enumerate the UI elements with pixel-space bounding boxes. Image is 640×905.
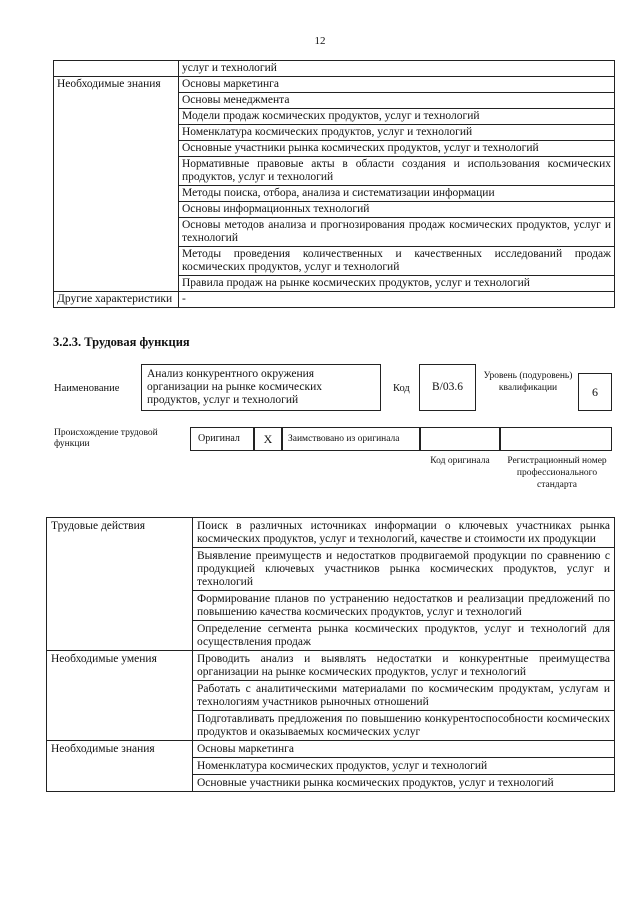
origin-original-mark: X: [254, 427, 282, 451]
table-cell: Номенклатура космических продуктов, услуг и технологий: [193, 758, 615, 775]
origin-code-box: [420, 427, 500, 451]
origin-original-label: Оригинал: [190, 427, 254, 451]
name-label: Наименование: [54, 383, 120, 394]
table-row: [47, 518, 615, 548]
table-cell: Основные участники рынка космических продуктов, услуг и технологий: [179, 141, 615, 157]
row-label-knowledge: Необходимые знания: [54, 77, 179, 292]
table-cell: Поиск в различных источниках информации о ключевых участниках рынка космических продуктов, услуг и технологий, качестве и стоимости их продукции: [193, 518, 615, 548]
table-cell: -: [179, 292, 615, 308]
table-cell: Основы маркетинга: [179, 77, 615, 93]
table-cell: Выявление преимуществ и недостатков продвигаемой продукции по сравнению с продукцией ключевых участников рынка космических продуктов, услуг и технологий: [193, 548, 615, 591]
table-cell: Определение сегмента рынка космических продуктов, услуг и технологий для осуществления продаж: [193, 621, 615, 651]
table-cell: Формирование планов по устранению недостатков и реализации предложений по повышению качества космических продуктов, услуг и технологий: [193, 591, 615, 621]
table-row: [47, 651, 615, 681]
level-label: Уровень (подуровень) квалификации: [483, 371, 573, 393]
code-label: Код: [393, 383, 410, 394]
function-name-box: Анализ конкурентного окружения организации на рынке космических продуктов, услуг и технологий: [141, 364, 381, 411]
function-details-table: [46, 517, 615, 792]
table-cell: Номенклатура космических продуктов, услуг и технологий: [179, 125, 615, 141]
table-cell: Нормативные правовые акты в области создания и использования космических продуктов, услуг и технологий: [179, 157, 615, 186]
row-label-actions: Трудовые действия: [47, 518, 193, 651]
origin-reg-box: [500, 427, 612, 451]
table-cell: Проводить анализ и выявлять недостатки и конкурентные преимущества организации на рынке космических продуктов, услуг и технологий: [193, 651, 615, 681]
table-cell: Правила продаж на рынке космических продуктов, услуг и технологий: [179, 276, 615, 292]
table-cell: Основы информационных технологий: [179, 202, 615, 218]
knowledge-table-top: [53, 60, 615, 308]
row-label-skills: Необходимые умения: [47, 651, 193, 741]
origin-reg-caption: Регистрационный номер профессионального стандарта: [507, 456, 607, 490]
table-row: [54, 61, 615, 77]
table-cell: Основы маркетинга: [193, 741, 615, 758]
level-value-box: 6: [578, 373, 612, 411]
row-label-knowledge: Необходимые знания: [47, 741, 193, 792]
table-cell: Подготавливать предложения по повышению конкурентоспособности космических продуктов и оказываемых космических услуг: [193, 711, 615, 741]
table-cell: услуг и технологий: [179, 61, 615, 77]
page-number: 12: [314, 35, 326, 47]
origin-code-caption: Код оригинала: [430, 456, 490, 466]
table-cell: Основные участники рынка космических продуктов, услуг и технологий: [193, 775, 615, 792]
table-row: [54, 292, 615, 308]
row-label-other: Другие характеристики: [54, 292, 179, 308]
table-cell: Основы менеджмента: [179, 93, 615, 109]
code-value-box: B/03.6: [419, 364, 476, 411]
origin-borrowed-label: Заимствовано из оригинала: [282, 427, 420, 451]
table-cell: Модели продаж космических продуктов, услуг и технологий: [179, 109, 615, 125]
table-cell: Работать с аналитическими материалами по космическим продуктам, услугам и технологиям участников рыночных отношений: [193, 681, 615, 711]
section-heading: 3.2.3. Трудовая функция: [53, 335, 190, 349]
table-cell: Методы проведения количественных и качественных исследований продаж космических продуктов, услуг и технологий: [179, 247, 615, 276]
origin-label: Происхождение трудовой функции: [54, 428, 158, 449]
table-cell: Основы методов анализа и прогнозирования продаж космических продуктов, услуг и технологий: [179, 218, 615, 247]
table-row: [54, 77, 615, 93]
table-cell: Методы поиска, отбора, анализа и систематизации информации: [179, 186, 615, 202]
table-row: [47, 741, 615, 758]
empty-cell: [54, 61, 179, 77]
